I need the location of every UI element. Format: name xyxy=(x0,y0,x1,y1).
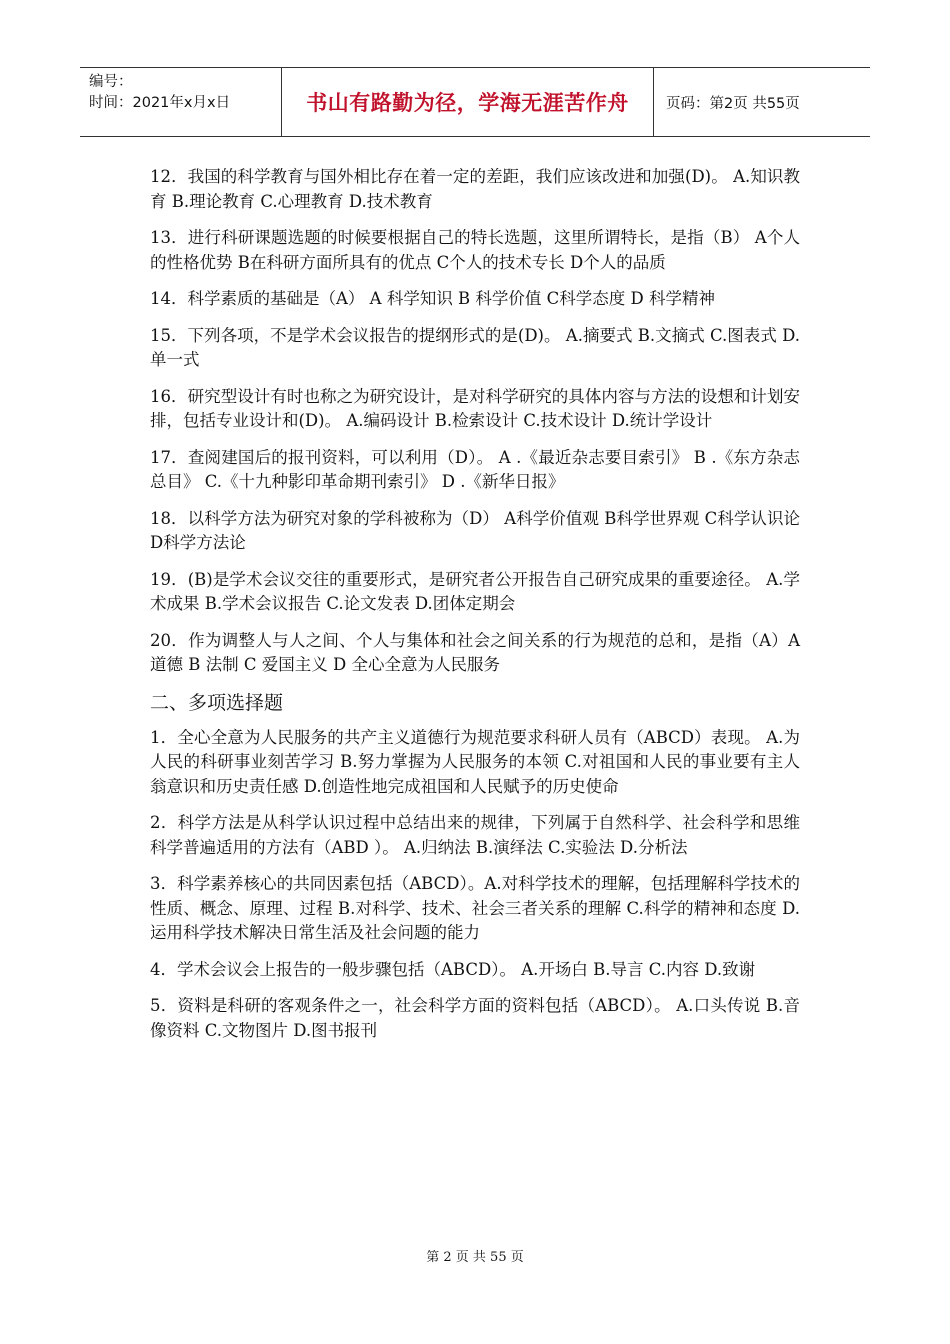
time-label: 时间：2021年x月x日 xyxy=(89,95,231,111)
question-18: 18．以科学方法为研究对象的学科被称为（D） A科学价值观 B科学世界观 C科学认识论 D科学方法论 xyxy=(150,508,800,552)
question-12: 12．我国的科学教育与国外相比存在着一定的差距，我们应该改进和加强(D)。 A.知识教育 B.理论教育 C.心理教育 D.技术教育 xyxy=(150,167,800,211)
page-footer: 第 2 页 共 55 页 xyxy=(426,1250,524,1265)
question-16: 16．研究型设计有时也称之为研究设计，是对科学研究的具体内容与方法的设想和计划安排，包括专业设计和(D)。 A.编码设计 B.检索设计 C.技术设计 D.统计学设计 xyxy=(150,386,800,430)
section-title: 二、多项选择题 xyxy=(150,691,284,714)
page-header xyxy=(80,67,870,137)
question-13: 13．进行科研课题选题的时候要根据自己的特长选题，这里所谓特长，是指（B） A个人的性格优势 B在科研方面所具有的优点 C个人的技术专长 D个人的品质 xyxy=(150,228,800,272)
question-14: 14．科学素质的基础是（A） A 科学知识 B 科学价值 C科学态度 D 科学精神 xyxy=(150,289,716,308)
header-meta xyxy=(80,68,282,136)
multi-question-4: 4．学术会议会上报告的一般步骤包括（ABCD）。 A.开场白 B.导言 C.内容 D.致谢 xyxy=(150,959,756,979)
multi-question-2: 2．科学方法是从科学认识过程中总结出来的规律，下列属于自然科学、社会科学和思维科学普遍适用的方法有（ABD ）。 A.归纳法 B.演绎法 C.实验法 D.分析法 xyxy=(150,813,800,857)
multi-question-5: 5．资料是科研的客观条件之一，社会科学方面的资料包括（ABCD）。 A.口头传说 B.音像资料 C.文物图片 D.图书报刊 xyxy=(150,996,800,1040)
question-17: 17．查阅建国后的报刊资料，可以利用（D）。 A .《最近杂志要目索引》 B .《东方杂志总目》 C.《十九种影印革命期刊索引》 D .《新华日报》 xyxy=(150,447,800,491)
question-19: 19．(B)是学术会议交往的重要形式，是研究者公开报告自己研究成果的重要途径。 A.学术成果 B.学术会议报告 C.论文发表 D.团体定期会 xyxy=(150,569,800,613)
multi-question-1: 1．全心全意为人民服务的共产主义道德行为规范要求科研人员有（ABCD）表现。 A.为人民的科研事业刻苦学习 B.努力掌握为人民服务的本领 C.对祖国和人民的事业要有主人翁意识和历史责任感 D.创造性地完成祖国和人民赋予的历史使命 xyxy=(150,727,800,796)
question-20: 20．作为调整人与人之间、个人与集体和社会之间关系的行为规范的总和，是指（A）A 道德 B 法制 C 爱国主义 D 全心全意为人民服务 xyxy=(150,630,800,674)
number-label: 编号： xyxy=(89,74,133,90)
question-15: 15．下列各项，不是学术会议报告的提纲形式的是(D)。 A.摘要式 B.文摘式 C.图表式 D.单一式 xyxy=(150,325,800,369)
document-body xyxy=(150,165,800,1055)
multi-question-3: 3．科学素养核心的共同因素包括（ABCD）。A.对科学技术的理解，包括理解科学技术的性质、概念、原理、过程 B.对科学、技术、社会三者关系的理解 C.科学的精神和态度 D.运用科学技术解决日常生活及社会问题的能力 xyxy=(150,874,800,942)
header-page-info: 页码：第2页 共55页 xyxy=(666,95,800,112)
header-motto: 书山有路勤为径，学海无涯苦作舟 xyxy=(282,68,654,136)
